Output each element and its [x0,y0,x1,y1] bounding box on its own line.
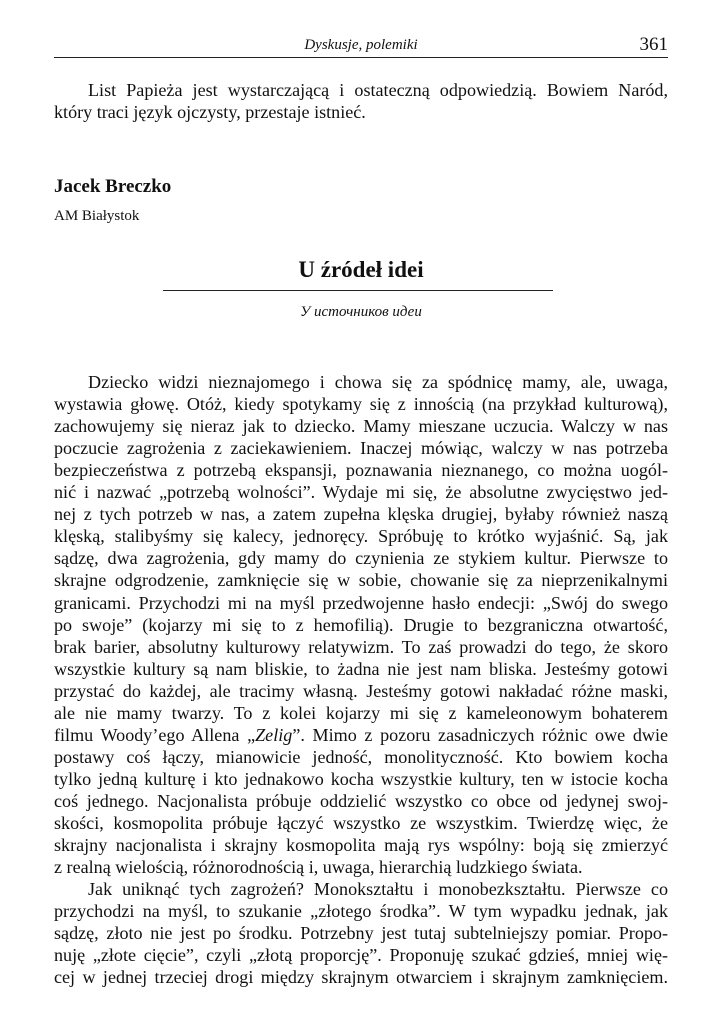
text-line: po swoje” (kojarzy mi się to z hemofilią). Drugie to bezgraniczna otwartość, [54,614,668,635]
running-title: Dyskusje, polemiki [304,37,418,53]
text-line: Jak uniknąć tych zagrożeń? Monokształtu i monobezkształtu. Pierwsze co [88,879,668,900]
text-line: bezpieczeństwa z potrzebą ekspansji, poznawania nieznanego, co można uogól- [54,460,668,481]
text-line: wszystkie kultury są nam bliskie, to żadna nie jest nam bliska. Jesteśmy gotowi [54,658,668,679]
author-affiliation: AM Białystok [54,208,140,224]
text-line: skości, kosmopolita próbuje łączyć wszystko ze wszystkim. Twierdzę więc, że [54,813,668,833]
text-line: List Papieża jest wystarczającą i ostateczną odpowiedzią. Bowiem Naród, [88,80,668,100]
text-line: poczucie zagrożenia z zaciekawieniem. Inaczej mówiąc, walczy w nas potrzeba [54,438,668,459]
text-line: cej w jednej trzeciej drogi między skrajnym otwarciem i skrajnym zamknięciem. [54,967,668,988]
text-line: nej z tych potrzeb w nas, a zatem zupełna klęska drugiej, byłaby również naszą [54,504,668,525]
text-line: nić i nazwać „potrzebą wolności”. Wydaje mi się, że absolutne zwycięstwo jed- [54,482,668,503]
text-line: filmu Woody’ego Allena „Zelig”. Mimo z pozoru zasadniczych różnic owe dwie [54,724,669,745]
text-line: ale nie mamy twarzy. To z kolei kojarzy mi się z kameleonowym bohaterem [54,702,668,723]
article-subtitle: У источников идеи [300,304,422,320]
text-line: przystać do każdej, ale tracimy własną. Jesteśmy gotowi nakładać różne maski, [54,680,668,701]
text-line: sądzę, złoto nie jest po środku. Potrzebny jest tutaj subtelniejszy pomiar. Propo- [54,923,668,944]
text-line: skrajne odgrodzenie, zamknięcie się w sobie, chowanie się za nieprzenikalnymi [54,570,668,591]
page-header [54,33,668,58]
article-title: U źródeł idei [298,257,424,282]
text-line: brak barier, absolutny kulturowy relatywizm. To zaś prowadzi do tego, że skoro [54,636,668,657]
title-rule [163,290,553,291]
text-line: nuję „złote cięcie”, czyli „złotą proporcję”. Proponuję szukać gdzieś, mniej wię- [54,945,668,966]
text-line: sądzę, dwa zagrożenia, gdy mamy do czynienia ze stykiem kultur. Pierwsze to [54,548,668,569]
text-line: który traci język ojczysty, przestaje istnieć. [54,102,366,123]
text-line: z realną wielością, różnorodnością i, uwaga, hierarchią ludzkiego świata. [54,857,583,878]
text-line: skrajny nacjonalista i skrajny kosmopolita mają rys wspólny: boją się zmierzyć [54,835,668,856]
page-number: 361 [639,34,668,55]
text-line: postawy coś łączy, mianowicie jedność, monolityczność. Kto bowiem kocha [54,746,668,767]
text-line: wystawia głowę. Otóż, kiedy spotykamy się z innością (na przykład kulturową), [54,394,668,415]
text-line: Dziecko widzi nieznajomego i chowa się za spódnicę mamy, ale, uwaga, [88,372,668,392]
text-line: coś jednego. Nacjonalista próbuje oddzielić wszystko co obce od jedynej swoj- [54,790,668,811]
text-line: klęską, stalibyśmy się kalecy, jednoręcy. Spróbuję to krótko wyjaśnić. Są, jak [54,526,668,547]
author-name: Jacek Breczko [54,176,172,197]
text-line: zachowujemy się nieraz jak to dziecko. Mamy mieszane uczucia. Walczy w nas [54,416,668,437]
text-line: tylko jedną kulturę i kto jednakowo kocha wszystkie kultury, ten w istocie kocha [54,768,668,789]
text-line: granicami. Przychodzi mi na myśl przedwojenne hasło endecji: „Swój do swego [54,592,668,613]
text-line: przychodzi na myśl, to szukanie „złotego środka”. W tym wypadku jednak, jak [54,901,668,922]
